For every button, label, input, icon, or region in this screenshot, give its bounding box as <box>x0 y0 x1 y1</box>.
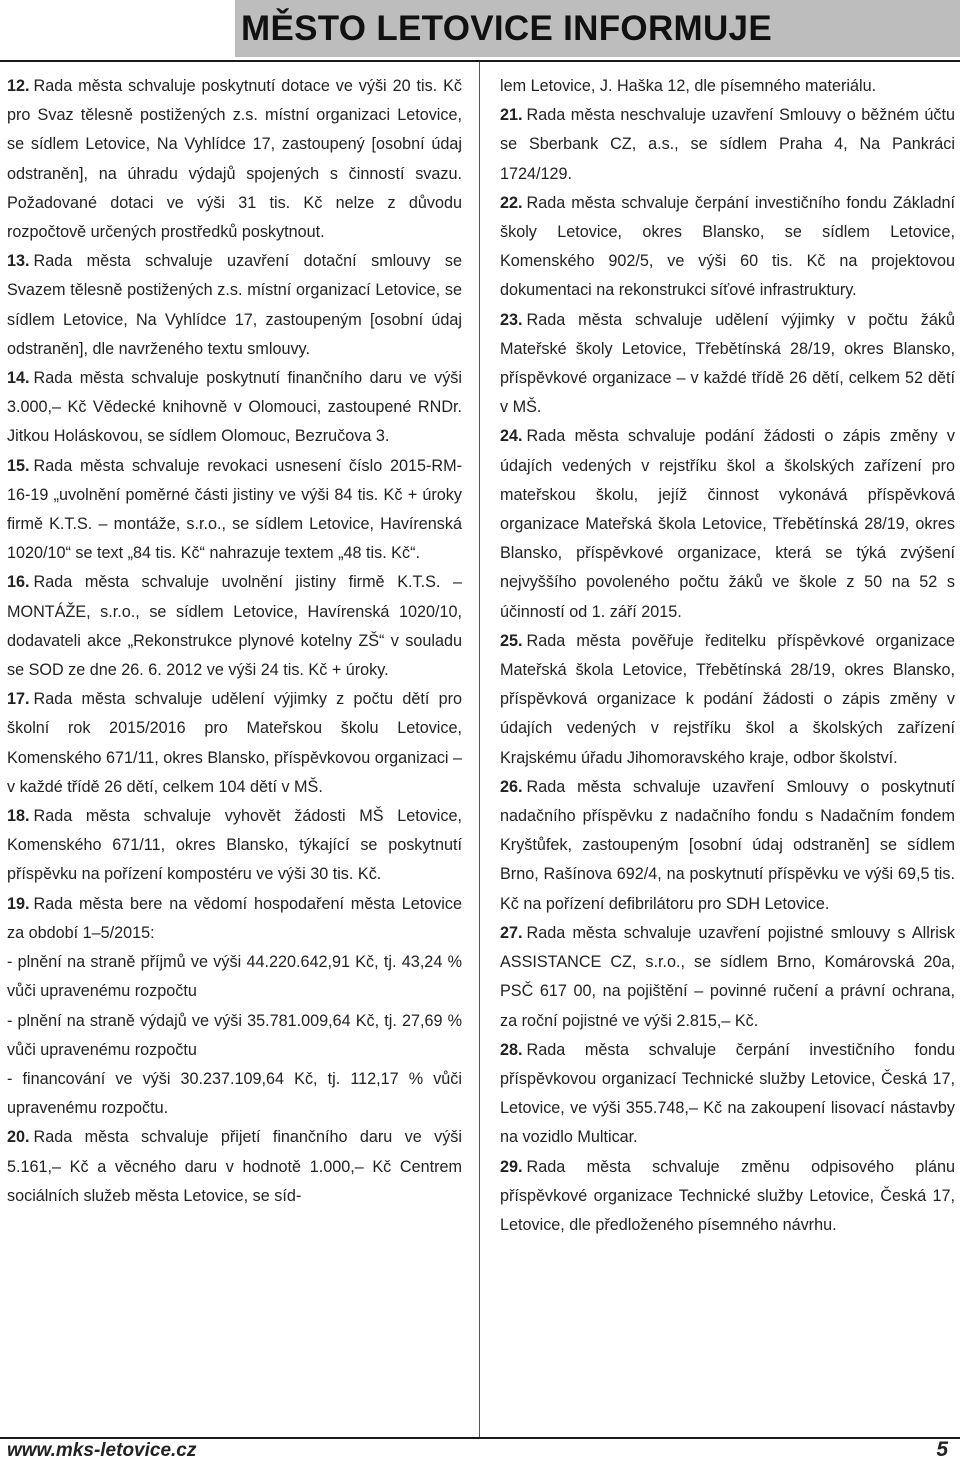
resolution-number: 29. <box>500 1157 523 1176</box>
resolution-text: - financování ve výši 30.237.109,64 Kč, tj. 112,17 % vůči upravenému rozpočtu. <box>7 1069 462 1118</box>
resolution-number: 27. <box>500 923 523 942</box>
resolution-number: 15. <box>7 456 30 475</box>
resolution-text: Rada města schvaluje čerpání investičního fondu Základní školy Letovice, okres Blansko, se sídlem Letovice, Komenského 902/5, ve výši 60 tis. Kč na projektovou dokumentaci na rekonstrukci síťové infrastruktury. <box>500 193 955 300</box>
resolution-number: 14. <box>7 369 30 388</box>
page-number: 5 <box>936 1438 948 1461</box>
resolution-number: 19. <box>7 894 30 913</box>
resolution-item <box>7 802 462 890</box>
resolution-text: - plnění na straně výdajů ve výši 35.781.009,64 Kč, tj. 27,69 % vůči upravenému rozpočtu <box>7 1011 462 1059</box>
resolution-item <box>7 364 462 452</box>
resolution-text: Rada města schvaluje udělení výjimky v počtu žáků Mateřské školy Letovice, Třebětínská 28/19, okres Blansko, příspěvkové organizace – v každé třídě 26 dětí, celkem 52 dětí v MŠ. <box>500 310 955 417</box>
column-divider <box>479 62 480 1437</box>
resolution-text: Rada města schvaluje poskytnutí dotace ve výši 20 tis. Kč pro Svaz tělesně postižených z.s. místní organizaci Letovice, se sídlem Letovice, Na Vyhlídce 17, zastoupený [osobní údaj odstraněn], na úhradu výdajů spojených s činností svazu. Požadované dotaci ve výši 31 tis. Kč nelze z důvodu rozpočtově určených prostředků poskytnout. <box>7 77 462 242</box>
resolution-text: Rada města schvaluje uvolnění jistiny firmě K.T.S. – MONTÁŽE, s.r.o., se sídlem Letovice, Havírenská 1020/10, dodavateli akce „Rekonstrukce plynové kotelny ZŠ“ v souladu se SOD ze dne 26. 6. 2012 ve výši 24 tis. Kč + úroky. <box>7 573 462 680</box>
resolution-item <box>7 72 462 247</box>
resolution-item <box>7 1007 462 1065</box>
resolution-number: 23. <box>500 310 523 329</box>
resolution-text: Rada města schvaluje změnu odpisového plánu příspěvkové organizace Technické služby Letovice, Česká 17, Letovice, dle předloženého písemného návrhu. <box>500 1157 955 1234</box>
resolution-text: Rada města bere na vědomí hospodaření města Letovice za období 1–5/2015: <box>7 894 462 942</box>
resolution-item <box>500 919 955 1036</box>
resolution-number: 21. <box>500 106 523 125</box>
resolution-text: Rada města schvaluje revokaci usnesení číslo 2015-RM-16-19 „uvolnění poměrné části jistiny ve výši 84 tis. Kč + úroky firmě K.T.S. – montáže, s.r.o., se sídlem Letovice, Havírenská 1020/10“ se text „84 tis. Kč“ nahrazuje textem „48 tis. Kč“. <box>7 456 462 563</box>
resolution-item <box>7 1123 462 1211</box>
resolution-item <box>500 72 955 101</box>
resolution-item <box>500 1036 955 1153</box>
resolution-text: Rada města schvaluje přijetí finančního daru ve výši 5.161,– Kč a věcného daru v hodnotě 1.000,– Kč Centrem sociálních služeb města Letovice, se síd- <box>7 1128 462 1205</box>
resolution-item <box>500 101 955 189</box>
resolution-item <box>7 685 462 802</box>
top-rule <box>0 60 960 62</box>
resolution-item <box>500 773 955 919</box>
resolution-number: 16. <box>7 573 30 592</box>
resolution-text: Rada města schvaluje podání žádosti o zápis změny v údajích vedených v rejstříku škol a školských zařízení pro mateřskou školu, jejíž činnost vykonává příspěvková organizace Mateřská škola Letovice, Třebětínská 28/19, okres Blansko, příspěvkové organizace, která se týká zvýšení nejvyššího povoleného počtu žáků ve škole z 50 na 52 s účinností od 1. září 2015. <box>500 427 955 621</box>
resolution-text: lem Letovice, J. Haška 12, dle písemného materiálu. <box>500 77 877 95</box>
header-bar <box>235 0 960 57</box>
resolution-item <box>7 568 462 685</box>
resolution-text: Rada města schvaluje udělení výjimky z počtu dětí pro školní rok 2015/2016 pro Mateřskou školu Letovice, Komenského 671/11, okres Blansko, příspěvkovou organizaci – v každé třídě 26 dětí, celkem 104 dětí v MŠ. <box>7 690 463 796</box>
resolution-item <box>500 306 955 423</box>
resolution-item <box>7 452 462 569</box>
resolution-number: 22. <box>500 193 523 212</box>
resolution-number: 13. <box>7 252 30 271</box>
resolution-text: - plnění na straně příjmů ve výši 44.220.642,91 Kč, tj. 43,24 % vůči upravenému rozpočtu <box>7 953 462 1001</box>
resolution-number: 12. <box>7 77 30 95</box>
resolution-text: Rada města schvaluje vyhovět žádosti MŠ Letovice, Komenského 671/11, okres Blansko, týkající se poskytnutí příspěvku na pořízení kompostéru ve výši 30 tis. Kč. <box>7 807 462 884</box>
resolution-item <box>500 627 955 773</box>
resolution-item <box>500 422 955 626</box>
resolution-number: 24. <box>500 427 523 446</box>
resolution-text: Rada města neschvaluje uzavření Smlouvy o běžném účtu se Sberbank CZ, a.s., se sídlem Praha 4, Na Pankráci 1724/129. <box>500 106 955 183</box>
left-column <box>7 72 462 1211</box>
resolution-item <box>500 1153 955 1241</box>
resolution-number: 17. <box>7 690 30 709</box>
resolution-text: Rada města schvaluje uzavření dotační smlouvy se Svazem tělesně postižených z.s. místní organizací Letovice, se sídlem Letovice, Na Vyhlídce 17, zastoupeným [osobní údaj odstraněn], dle navrženého textu smlouvy. <box>7 252 462 358</box>
resolution-number: 18. <box>7 807 30 826</box>
resolution-number: 26. <box>500 777 523 796</box>
resolution-item <box>7 1065 462 1123</box>
resolution-item <box>7 247 462 364</box>
resolution-text: Rada města schvaluje uzavření pojistné smlouvy s Allrisk ASSISTANCE CZ, s.r.o., se sídlem Brno, Komárovská 20a, PSČ 617 00, na pojištění – povinné ručení a právní ochrana, za roční pojistné ve výši 2.815,– Kč. <box>500 923 955 1030</box>
resolution-number: 25. <box>500 631 523 650</box>
resolution-number: 28. <box>500 1040 523 1059</box>
resolution-number: 20. <box>7 1128 30 1147</box>
website-link[interactable]: www.mks-letovice.cz <box>7 1440 197 1461</box>
resolution-text: Rada města schvaluje poskytnutí finančního daru ve výši 3.000,– Kč Vědecké knihovně v Olomouci, zastoupené RNDr. Jitkou Holáskovou, se sídlem Olomouc, Bezručova 3. <box>7 369 462 446</box>
right-column <box>500 72 955 1240</box>
page-title: MĚSTO LETOVICE INFORMUJE <box>241 9 772 48</box>
resolution-item <box>500 189 955 306</box>
resolution-text: Rada města pověřuje ředitelku příspěvkové organizace Mateřská škola Letovice, Třebětínská 28/19, okres Blansko, příspěvková organizace k podání žádosti o zápis změny v údajích vedených v rejstříku škol a školských zařízení Krajskému úřadu Jihomoravského kraje, odbor školství. <box>500 631 955 767</box>
resolution-item <box>7 948 462 1006</box>
resolution-text: Rada města schvaluje čerpání investičního fondu příspěvkovou organizací Technické služby Letovice, Česká 17, Letovice, ve výši 355.748,– Kč na zakoupení lisovací nástavby na vozidlo Multicar. <box>500 1040 955 1147</box>
resolution-item <box>7 890 462 948</box>
bottom-rule <box>0 1437 960 1439</box>
resolution-text: Rada města schvaluje uzavření Smlouvy o poskytnutí nadačního příspěvku z nadačního fondu s Nadačním fondem Kryštůfek, zastoupeným [osobní údaj odstraněn] se sídlem Brno, Rašínova 692/4, na poskytnutí příspěvku ve výši 69,5 tis. Kč na pořízení defibrilátoru pro SDH Letovice. <box>500 777 955 913</box>
